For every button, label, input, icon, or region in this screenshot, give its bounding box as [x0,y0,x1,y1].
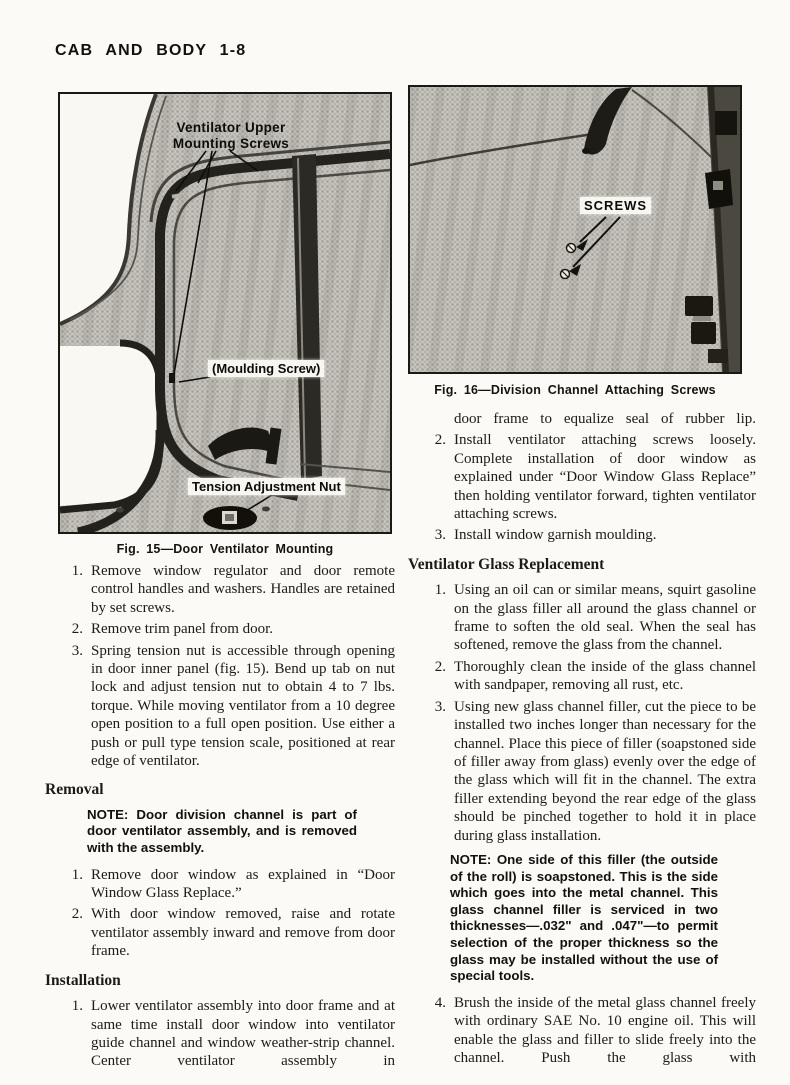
item-text: Brush the inside of the metal glass channel freely with ordinary SAE No. 10 engine oil. This will enable the glass and filler to slide freely into the channel. Push the glass with [454,994,756,1066]
item-text: Install window garnish moulding. [454,527,657,544]
item-text: Thoroughly clean the inside of the glass channel with sandpaper, removing all rust, etc. [454,658,756,694]
list-item [45,620,395,638]
list-item [45,562,395,617]
door-handle [584,87,632,155]
division-channel-bar [292,154,322,480]
item-text: Spring tension nut is accessible through opening in door inner panel (fig. 15). Bend up tab on nut lock and adjust tension nut to obtain 4 to 7 lbs. torque. While moving ventilator from a 10 degree open position to a full open position. Use either a push or pull type tension scale, positioned at rear edge of ventilator. [91,642,395,770]
hinge-lower [691,322,716,344]
page-header: CAB AND BODY 1-8 [55,42,247,59]
fig15-photo [58,92,392,534]
fig15-label-tension-nut: Tension Adjustment Nut [188,478,345,495]
heading-ventilator-glass-replacement: Ventilator Glass Replacement [408,555,605,573]
list-item [45,905,395,960]
item-text: Lower ventilator assembly into door frame and at same time install door window into ventilator guide channel and window weather-strip channel. Center ventilator assembly in [91,998,395,1070]
fig16-door-panel-illustration [410,87,740,372]
fig15-door-illustration [60,94,390,532]
moulding-screw [169,373,175,383]
fig16-label-screws: SCREWS [580,197,651,214]
heading-installation: Installation [45,971,121,989]
continuation-line [408,410,756,428]
list-item [408,526,756,544]
item-number: 3. [71,642,83,659]
tension-arm [208,427,276,460]
item-number: 1. [71,998,83,1015]
fig15-label-moulding-screw: (Moulding Screw) [208,360,324,377]
item-number: 4. [434,994,446,1011]
item-text: door frame to equalize seal of rubber lip. [454,411,756,427]
fig16-photo [408,85,742,374]
item-text: Using new glass channel filler, cut the piece to be installed two inches longer than necessary for the channel. Place this piece of filler (soapstoned side of filler away from glass) evenly over the edge of the glass which will fit in the channel. The extra filler extending beyond the rear edge of the glass should be pinched together to hold it in place during glass installation. [454,698,756,844]
item-number: 3. [434,527,446,544]
item-number: 1. [71,866,83,883]
list-item [408,431,756,523]
heading-removal: Removal [45,781,104,799]
list-item [45,997,395,1071]
note-removal: NOTE: Door division channel is part of door ventilator assembly, and is removed with the assembly. [87,806,357,856]
figure-15 [58,92,392,562]
panel-seam [410,132,606,165]
item-text: Remove window regulator and door remote control handles and washers. Handles are retained by set screws. [91,563,395,616]
item-text: Remove trim panel from door. [91,621,274,638]
fig15-label-upper-mounting-screws: Ventilator Upper Mounting Screws [172,120,290,151]
list-item [408,994,756,1068]
note-filler: NOTE: One side of this filler (the outside of the roll) is soapstoned. This is the side which goes into the metal channel. This glass channel filler is serviced in two thicknesses—.032" and .047"—to permit selection of the proper thickness so the glass may be installed without the use of special tools. [450,851,718,984]
list-item [408,581,756,655]
item-number: 2. [71,906,83,923]
item-number: 2. [434,432,446,449]
item-text: Install ventilator attaching screws loosely. Complete installation of door window as explained under “Door Window Glass Replace” then holding ventilator forward, tighten ventilator attaching screws. [454,432,756,523]
fig15-caption: Fig. 15—Door Ventilator Mounting [116,542,334,556]
list-item [45,642,395,771]
list-item [408,698,756,845]
figure-16 [408,85,742,405]
item-number: 1. [71,563,83,579]
right-text-column [408,410,756,1070]
item-number: 1. [434,582,446,599]
item-number: 2. [434,658,446,675]
callout-arrows [569,217,620,276]
fig16-caption: Fig. 16—Division Channel Attaching Screws [434,383,716,397]
item-text: Using an oil can or similar means, squirt gasoline on the glass filler all around the glass channel or frame to soften the old seal. When the seal has softened, remove the glass from the channel. [454,582,756,654]
left-text-column [45,562,395,1074]
item-number: 3. [434,698,446,715]
list-item [45,866,395,903]
item-text: Remove door window as explained in “Door Window Glass Replace.” [91,866,395,902]
hinge-upper [685,296,713,316]
item-number: 2. [71,621,83,638]
item-text: With door window removed, raise and rotate ventilator assembly inward and remove from door frame. [91,906,395,960]
list-item [408,658,756,695]
